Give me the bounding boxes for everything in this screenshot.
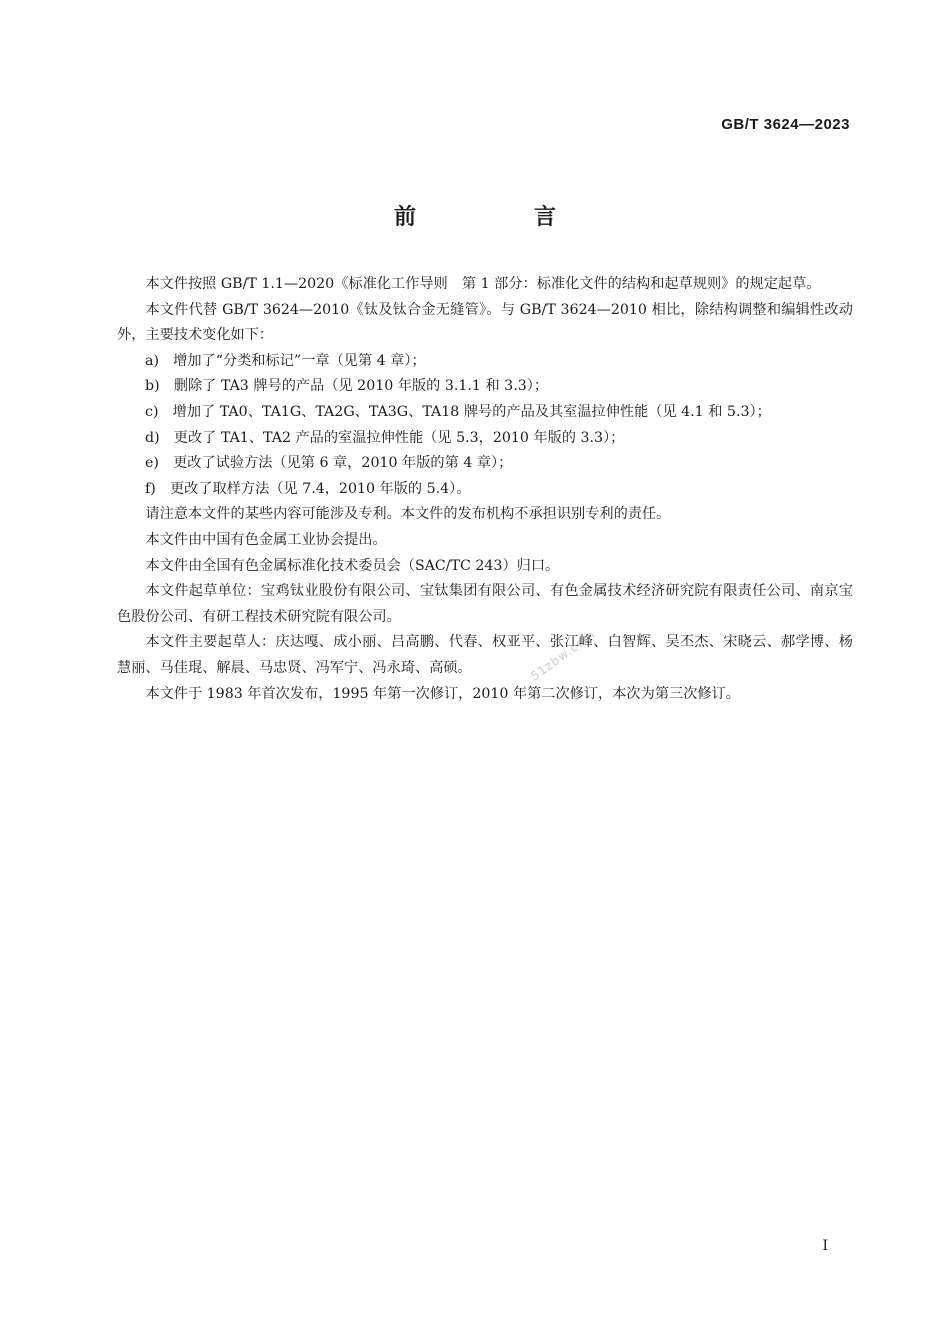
paragraph-drafting-rules: 本文件按照 GB/T 1.1—2020《标准化工作导则 第 1 部分：标准化文件的结构和起草规则》的规定起草。 <box>145 276 821 292</box>
page-number: I <box>822 1238 828 1254</box>
patent-notice: 请注意本文件的某些内容可能涉及专利。本文件的发布机构不承担识别专利的责任。 <box>145 506 671 523</box>
proposer-statement: 本文件由中国有色金属工业协会提出。 <box>145 531 387 548</box>
page-title: 前 言 <box>393 205 604 230</box>
paragraph-replacement: 本文件代替 GB/T 3624—2010《钛及钛合金无缝管》。与 GB/T 3624—2010 相比，除结构调整和编辑性改动外，主要技术变化如下： <box>117 301 853 344</box>
watermark: 51zbw.com <box>528 627 598 684</box>
administration-statement: 本文件由全国有色金属标准化技术委员会（SAC/TC 243）归口。 <box>145 557 560 574</box>
document-body <box>117 272 853 707</box>
publication-history: 本文件于 1983 年首次发布，1995 年第一次修订，2010 年第二次修订，本次为第三次修订。 <box>145 685 740 702</box>
change-item: f) 更改了取样方法（见 7.4，2010 年版的 5.4）。 <box>145 480 471 497</box>
change-item: c) 增加了 TA0、TA1G、TA2G、TA3G、TA18 牌号的产品及其室温拉伸性能（见 4.1 和 5.3）； <box>145 403 771 420</box>
change-item: a) 增加了“分类和标记”一章（见第 4 章）； <box>145 352 426 369</box>
drafting-persons: 本文件主要起草人：庆达嘎、成小丽、吕高鹏、代春、权亚平、张江峰、白智辉、吴丕杰、宋晓云、郝学博、杨慧丽、马佳琨、解晨、马忠贤、冯军宁、冯永琦、高硕。 <box>117 634 853 676</box>
change-item: e) 更改了试验方法（见第 6 章，2010 年版的第 4 章）； <box>145 455 513 472</box>
standard-code: GB/T 3624—2023 <box>721 116 850 133</box>
drafting-units: 本文件起草单位：宝鸡钛业股份有限公司、宝钛集团有限公司、有色金属技术经济研究院有限责任公司、南京宝色股份公司、有研工程技术研究院有限公司。 <box>117 583 853 625</box>
change-item: d) 更改了 TA1、TA2 产品的室温拉伸性能（见 5.3，2010 年版的 3.3）； <box>145 429 625 446</box>
change-item: b) 删除了 TA3 牌号的产品（见 2010 年版的 3.1.1 和 3.3）； <box>145 378 549 395</box>
